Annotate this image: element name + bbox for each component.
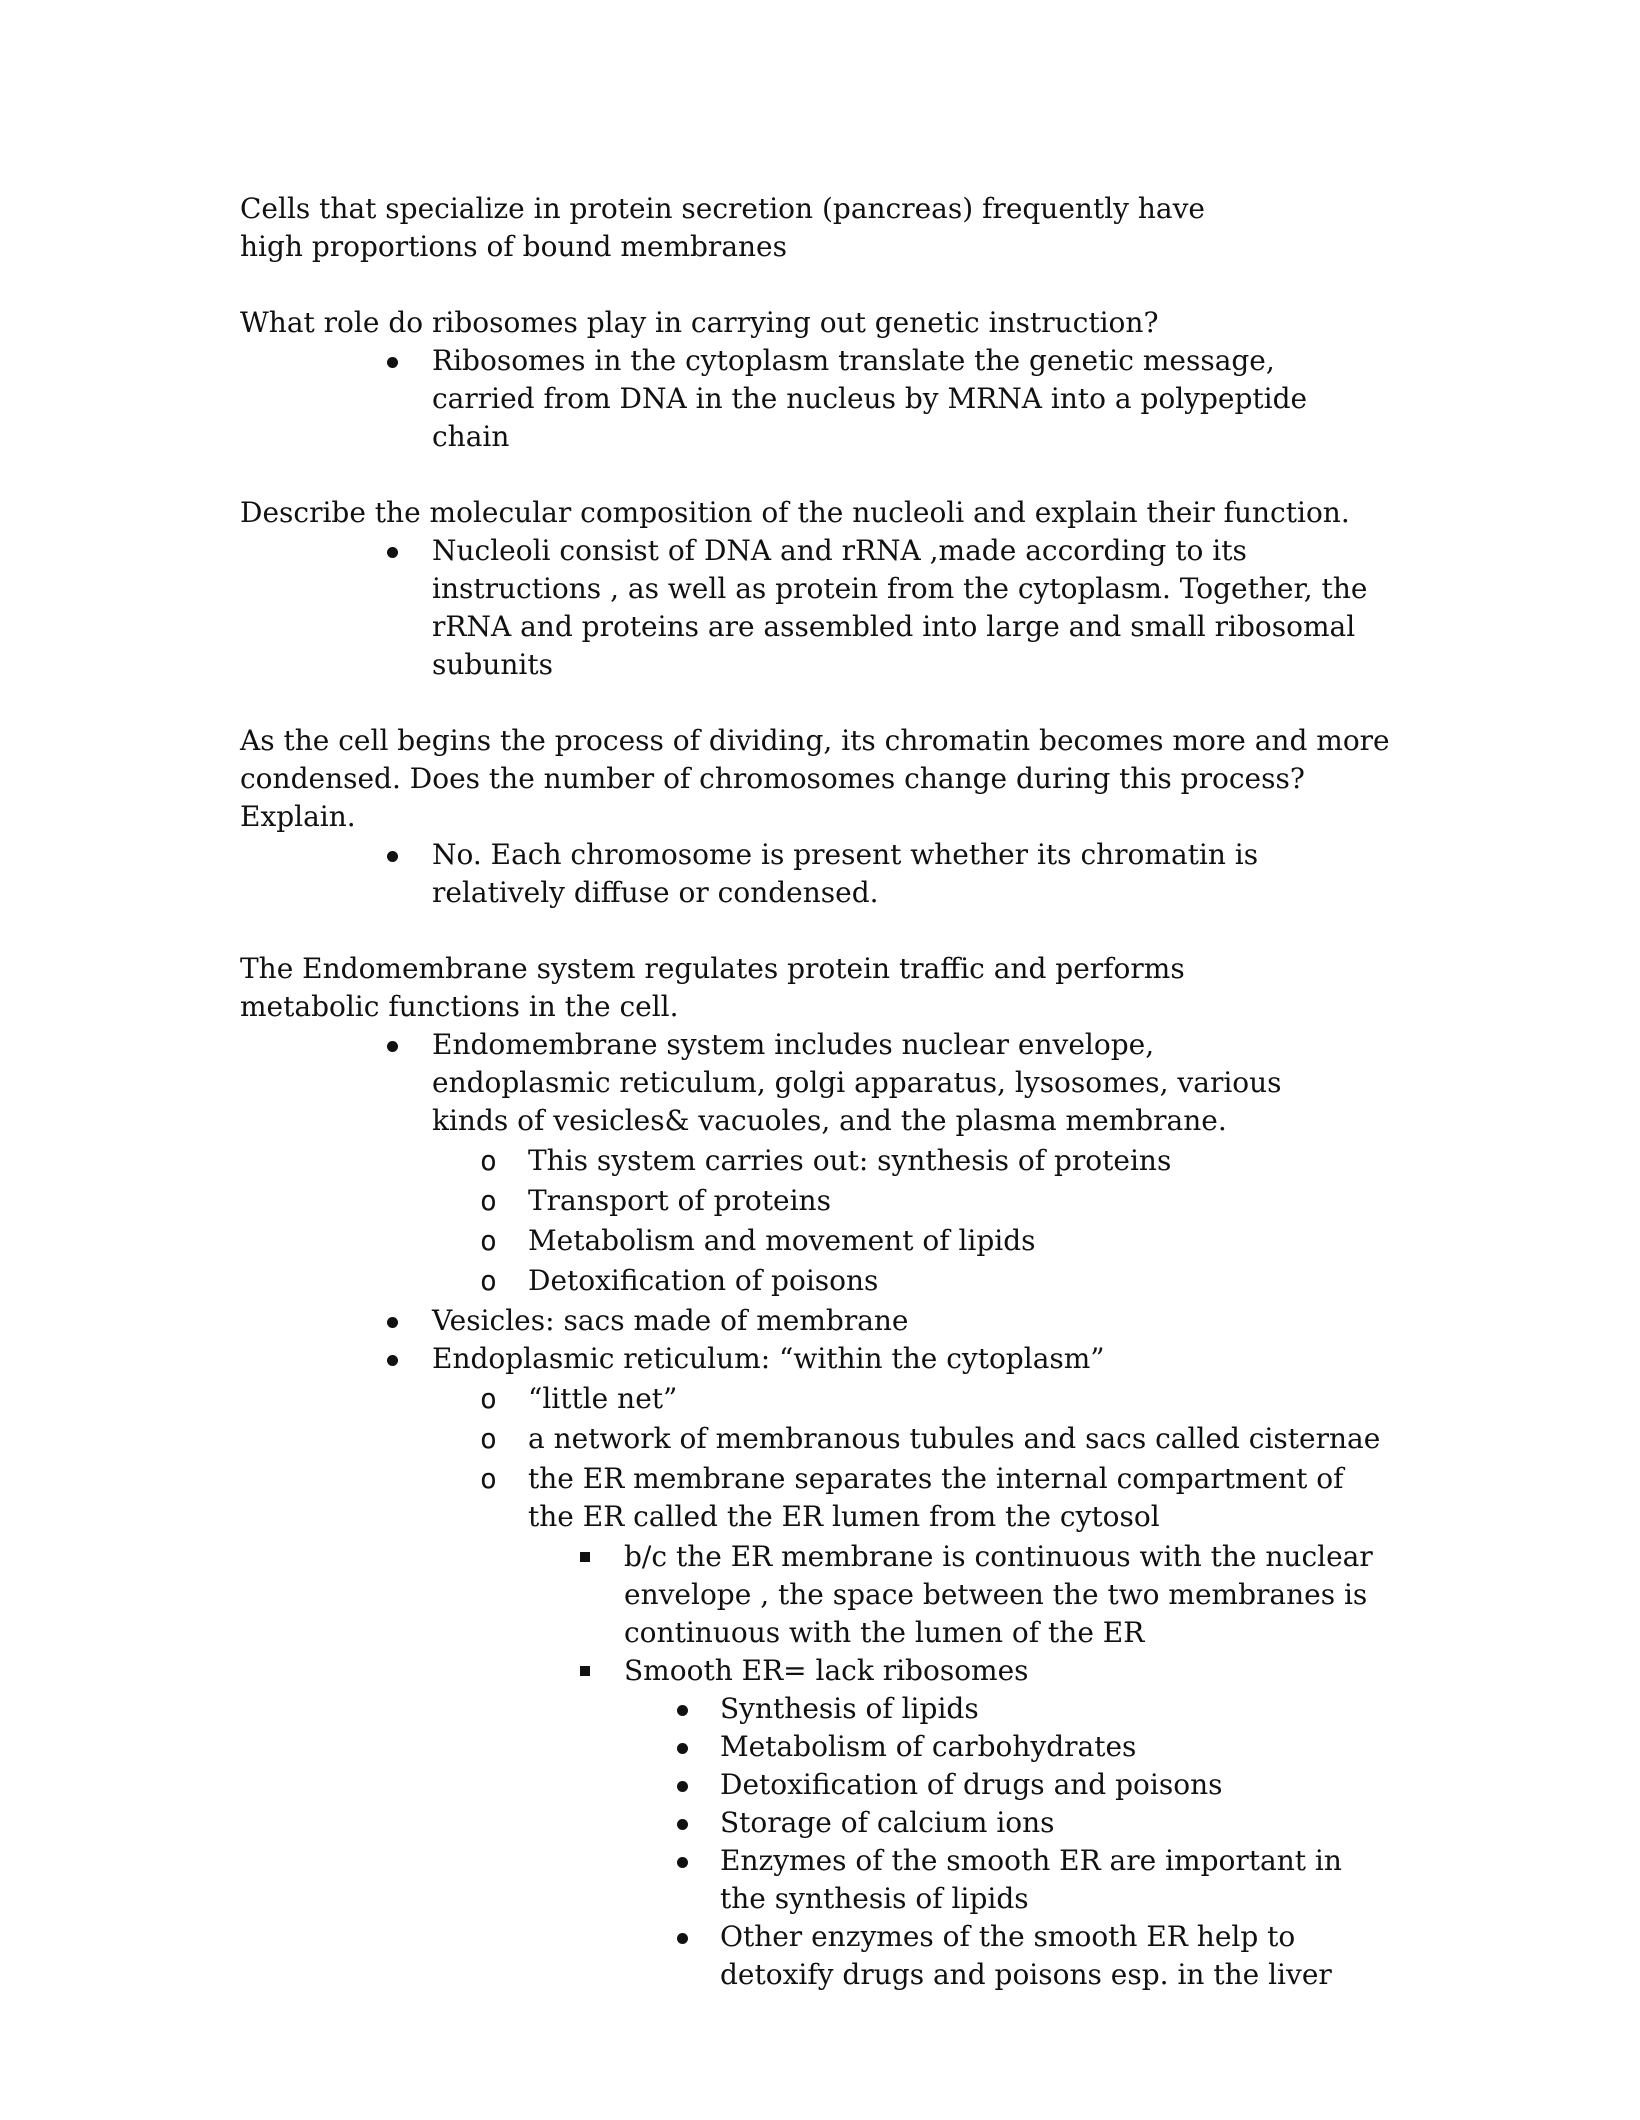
endomembrane-includes: Endomembrane system includes nuclear envelope, endoplasmic reticulum, golgi apparatus, lysosomes, various kinds of vesicles& vacuoles, and the plasma membrane. [432,1026,1332,1140]
answer-ribosomes: Ribosomes in the cytoplasm translate the genetic message, carried from DNA in the nucleus by MRNA into a polypeptide chain [432,342,1362,456]
er-sub-item: b/c the ER membrane is continuous with the nuclear envelope , the space between the two membranes is continuous with the lumen of the ER [624,1538,1384,1652]
endomembrane-function-item: o This system carries out: synthesis of proteins [528,1142,1400,1180]
question-chromosomes: As the cell begins the process of dividing, its chromatin becomes more and more condensed. Does the number of chromosomes change during this process? Explain. [240,724,1390,833]
smooth-er-item: Synthesis of lipids [720,1690,1400,1728]
er-point-item: o a network of membranous tubules and sacs called cisternae [528,1420,1388,1458]
er-item: Endoplasmic reticulum: “within the cytoplasm” [432,1340,1400,1378]
answer-nucleoli: Nucleoli consist of DNA and rRNA ,made according to its instructions , as well as protein from the cytoplasm. Together, the rRNA and proteins are assembled into large and small ribosomal subunits [432,532,1412,684]
answer-chromosomes: No. Each chromosome is present whether its chromatin is relatively diffuse or condensed. [432,836,1392,912]
er-point-item: o “little net” [528,1380,1400,1418]
endomembrane-function-item: o Transport of proteins [528,1182,1400,1220]
document-page [240,190,1400,1994]
question-ribosomes: What role do ribosomes play in carrying out genetic instruction? [240,306,1159,339]
endomembrane-function-item: o Detoxification of poisons [528,1262,1400,1300]
endomembrane-function-item: o Metabolism and movement of lipids [528,1222,1400,1260]
smooth-er-item: Other enzymes of the smooth ER help to detoxify drugs and poisons esp. in the liver [720,1918,1400,1994]
question-nucleoli: Describe the molecular composition of the nucleoli and explain their function. [240,496,1350,529]
intro-paragraph: Cells that specialize in protein secretion (pancreas) frequently have high proportions of bound membranes [240,192,1205,263]
smooth-er-item: Storage of calcium ions [720,1804,1400,1842]
smooth-er-item: Detoxification of drugs and poisons [720,1766,1400,1804]
vesicles-item: Vesicles: sacs made of membrane [432,1302,1400,1340]
endomembrane-heading: The Endomembrane system regulates protein traffic and performs metabolic functions in the cell. [240,952,1185,1023]
er-sub-item: Smooth ER= lack ribosomes [624,1652,1400,1690]
er-point-item: o the ER membrane separates the internal compartment of the ER called the ER lumen from the cytosol [528,1460,1388,1536]
smooth-er-item: Metabolism of carbohydrates [720,1728,1400,1766]
smooth-er-item: Enzymes of the smooth ER are important in the synthesis of lipids [720,1842,1390,1918]
